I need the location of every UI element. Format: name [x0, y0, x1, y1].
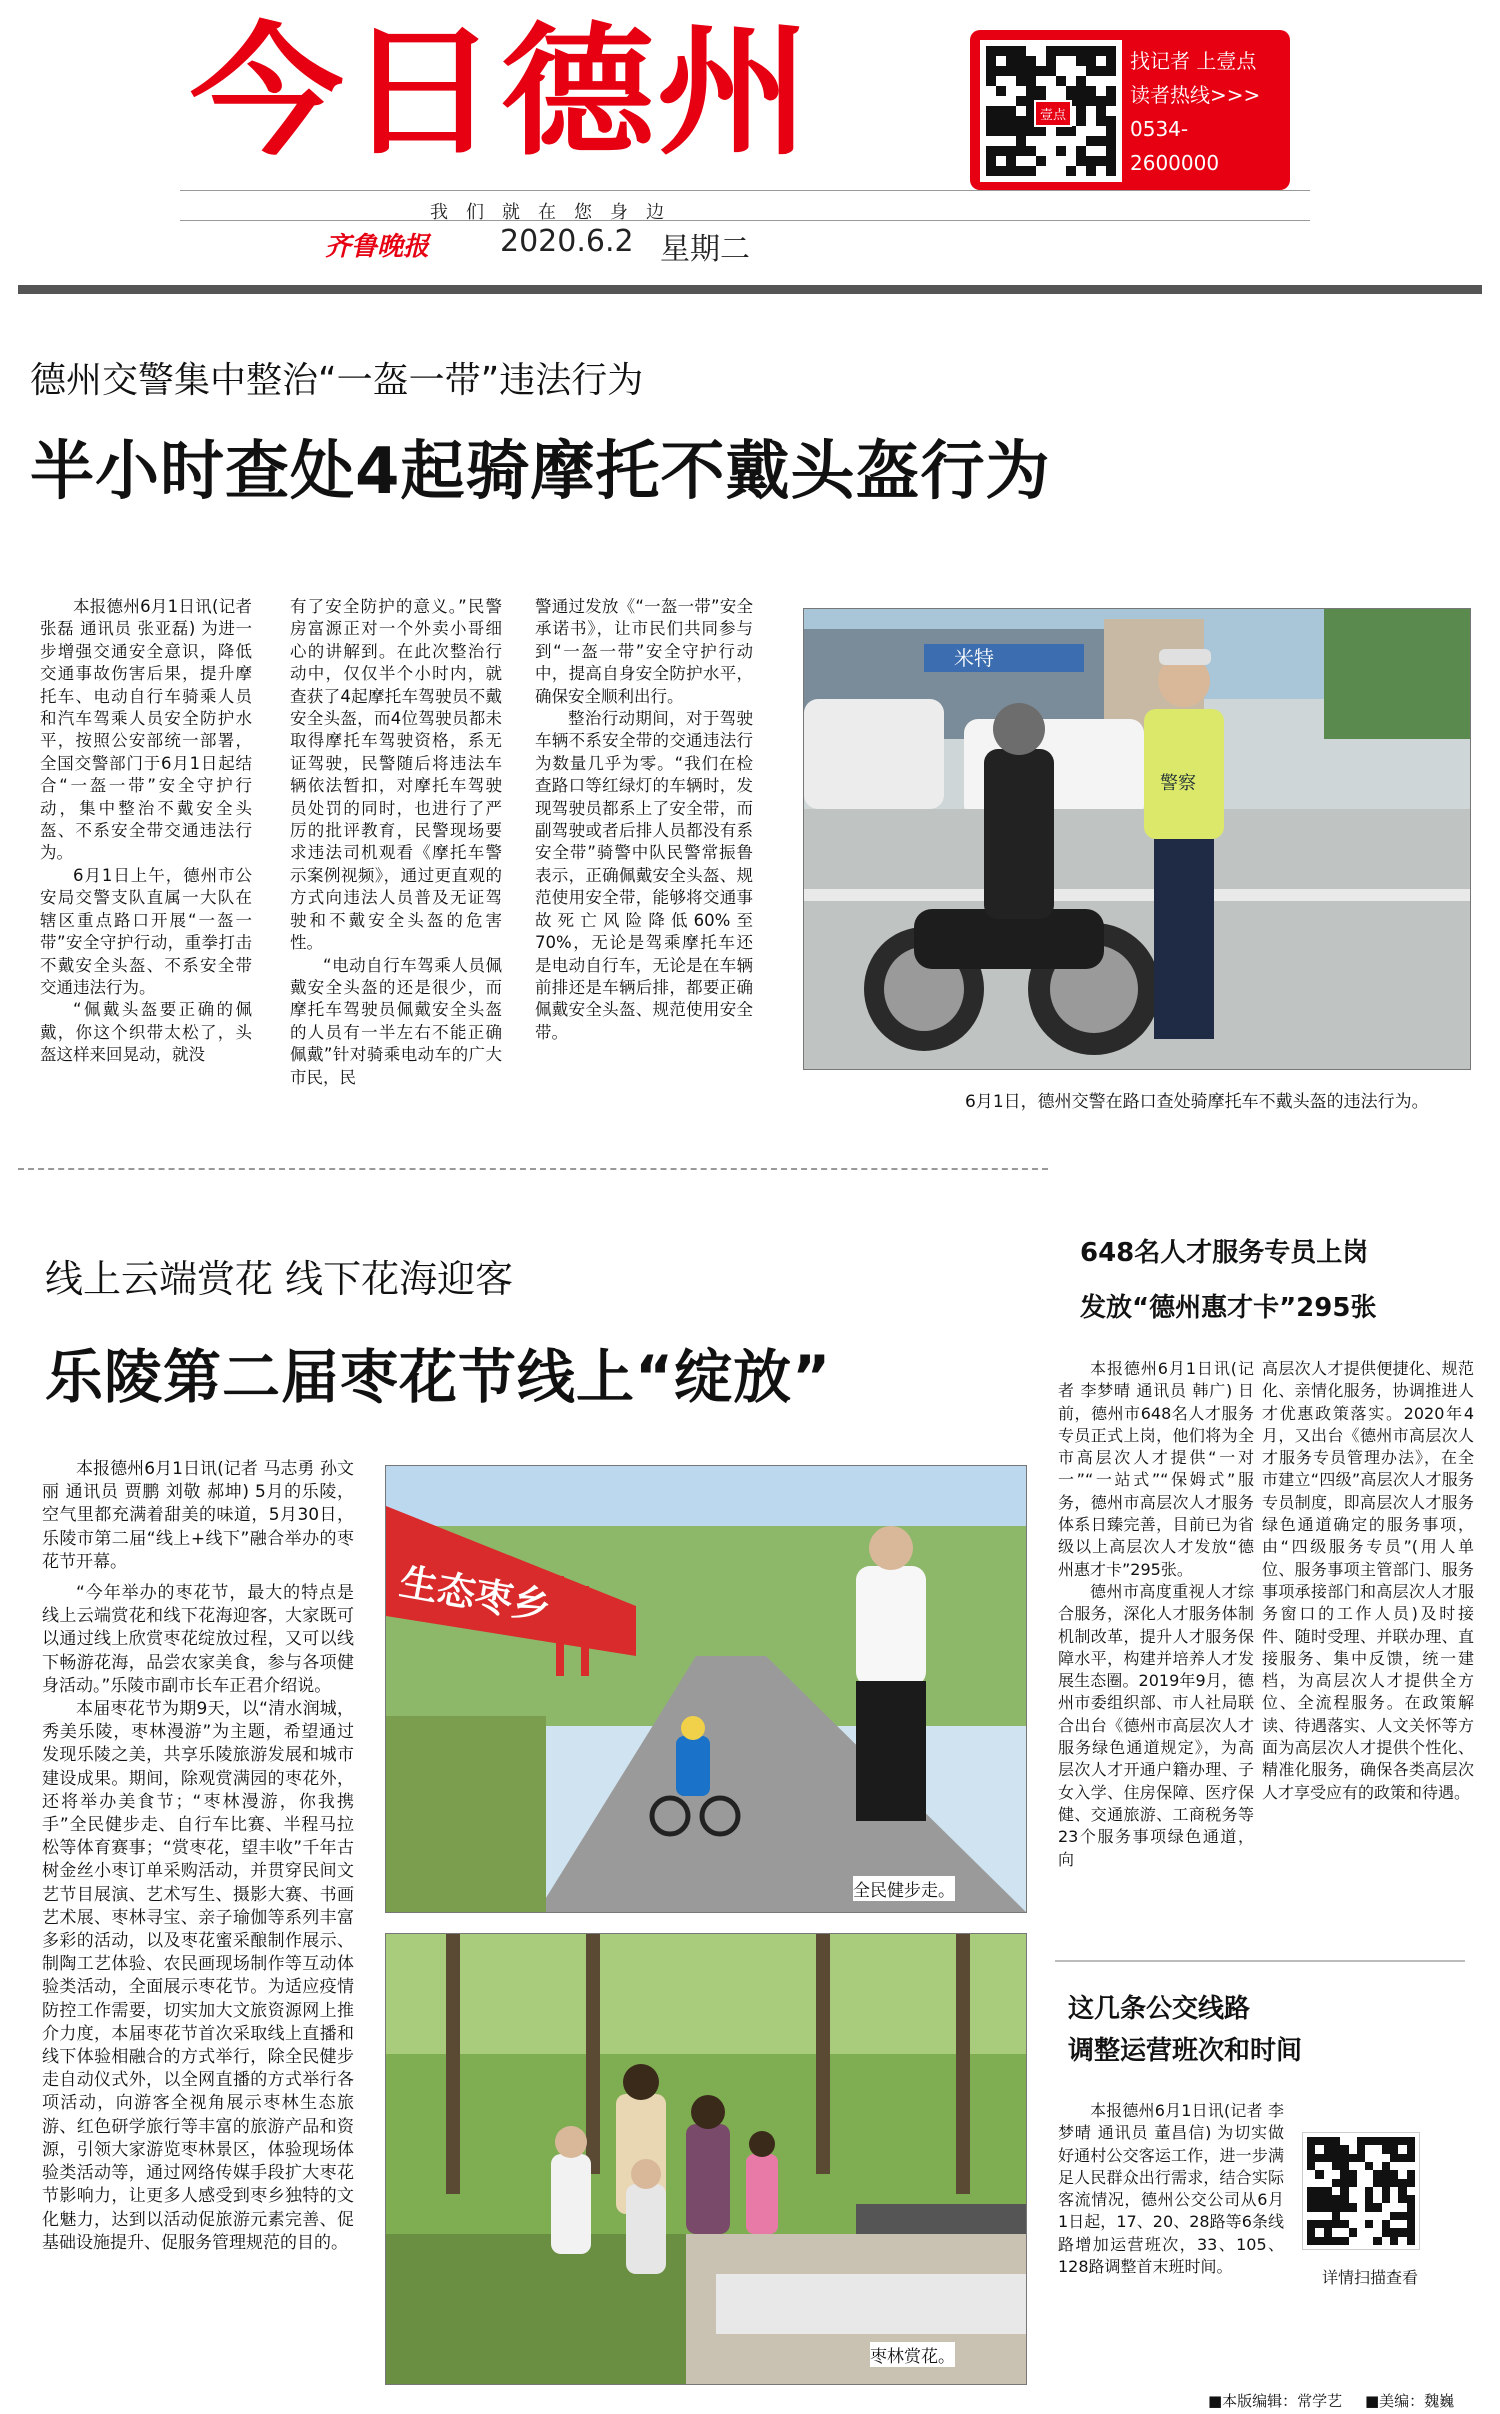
page-credits [1208, 2390, 1454, 2411]
article1-kicker: 德州交警集中整治“一盔一带”违法行为 [30, 360, 644, 401]
article2-photo-orchard-caption: 枣林赏花。 [870, 2342, 955, 2367]
issue-date: 2020.6.2 [500, 224, 634, 259]
article4-title-line1: 这几条公交线路 [1068, 1994, 1251, 2024]
article2-para2: “今年举办的枣花节，最大的特点是线上云端赏花和线下花海迎客，大家既可以通过线上欣赏枣花绽放过程，又可以线下畅游花海，品尝农家美食，参与各项健身活动。”乐陵市副市长车正君介绍说。 [42, 1583, 354, 1696]
article1-col1-para3: “佩戴头盔要正确的佩戴，你这个织带太松了，头盔这样来回晃动，就没 [40, 1000, 252, 1065]
editor-credit: ■本版编辑：常学艺 [1208, 2392, 1343, 2410]
article1-col1-para2: 6月1日上午，德州市公安局交警支队直属一大队在辖区重点路口开展“一盔一带”安全守护行动，重拳打击不戴安全头盔、不系安全带交通违法行为。 [40, 865, 252, 997]
traffic-police-photo [804, 609, 1471, 1070]
article1-col2-para1: 有了安全防护的意义。”民警房富源正对一个外卖小哥细心的讲解到。在此次整治行动中，仅仅半个小时内，就查获了4起摩托车驾驶员不戴安全头盔，而4位驾驶员都未取得摩托车驾驶资格，系无证驾驶，民警随后将违法车辆依法暂扣，对摩托车驾驶员处罚的同时，也进行了严厉的批评教育，民警现场要求违法司机观看《摩托车警示案例视频》，通过更直观的方式向违法人员普及无证驾驶和不戴安全头盔的危害性。 [290, 597, 502, 953]
section-divider [18, 1168, 1048, 1170]
article1-photo-caption: 6月1日，德州交警在路口查处骑摩托车不戴头盔的违法行为。 [965, 1092, 1429, 1112]
article1-col3-para1: 警通过发放《“一盔一带”安全承诺书》，让市民们共同参与到“一盔一带”安全守护行动中，提高自身安全防护水平，确保安全顺利出行。 [535, 597, 753, 706]
qr-badge: 壹点 [1034, 100, 1072, 127]
article2-body [42, 1458, 354, 2255]
masthead-rule-bottom [180, 220, 1310, 221]
article3-title-line1: 648名人才服务专员上岗 [1080, 1238, 1369, 1268]
article1-col3-para2: 整治行动期间，对于驾驶车辆不系安全带的交通违法行为数量几乎为零。“我们在检查路口等红绿灯的车辆时，发现驾驶员都系上了安全带，而副驾驶或者后排人员都没有系安全带”骑警中队民警常振鲁表示，正确佩戴安全头盔、规范使用安全带，能够将交通事故死亡风险降低60%至70%，无论是驾乘摩托车还是电动自行车，无论是在车辆前排还是车辆后排，都要正确佩戴安全头盔、规范使用安全带。 [535, 709, 753, 1042]
hotline-line1: 找记者 上壹点 [1130, 49, 1257, 73]
weekday: 星期二 [660, 232, 750, 267]
photo1-vest-text: 警察 [1160, 773, 1196, 794]
article1-headline: 半小时查处4起骑摩托不戴头盔行为 [30, 435, 1051, 509]
article1-col2-para2: “电动自行车驾乘人员佩戴安全头盔的还是很少，而摩托车驾驶员佩戴安全头盔的人员有一半左右不能正确佩戴”针对骑乘电动车的广大市民，民 [290, 955, 502, 1087]
article3-col1-para2: 德州市高度重视人才综合服务，深化人才服务体制机制改革，提升人才服务保障水平，构建并培养人才发展生态圈。2019年9月，德州市委组织部、市人社局联合出台《德州市高层次人才服务绿色通道规定》，为高层次人才开通户籍办理、子女入学、住房保障、医疗保健、交通旅游、工商税务等23个服务事项绿色通道，向 [1058, 1581, 1254, 1869]
article4-para1: 本报德州6月1日讯(记者 李梦晴 通讯员 董昌信) 为切实做好通村公交客运工作，进一步满足人民群众出行需求，结合实际客流情况，德州公交公司从6月1日起，17、20、28路等6条线路增加运营班次，33、105、128路调整首末班时间。 [1058, 2101, 1284, 2277]
article3-col1-para1: 本报德州6月1日讯(记者 李梦晴 通讯员 韩广) 日前，德州市648名人才服务专员正式上岗，他们将为全市高层次人才提供“一对一”“一站式”“保姆式”服务，德州市高层次人才服务体系日臻完善，目前已为省级以上高层次人才发放“德州惠才卡”295张。 [1058, 1359, 1254, 1579]
article3-column-1 [1058, 1358, 1254, 1871]
article4-body [1058, 2100, 1284, 2278]
designer-credit: ■美编：魏巍 [1364, 2392, 1455, 2410]
article3-col2-para1: 高层次人才提供便捷化、规范化、亲情化服务，协调推进人才优惠政策落实。2020年4月，又出台《德州市高层次人才服务专员管理办法》，在全市建立“四级”高层次人才服务专员制度，即高层次人才服务绿色通道确定的服务事项，由“四级服务专员”(用人单位、服务事项主管部门、服务事项承接部门和高层次人才服务窗口的工作人员)及时接件、随时受理、并联办理、直接服务、集中反馈，统一建档，为高层次人才提供全方位、全流程服务。在政策解读、待遇落实、人文关怀等方面为高层次人才提供个性化、精准化服务，确保各类高层次人才享受应有的政策和待遇。 [1262, 1359, 1474, 1802]
article2-headline: 乐陵第二届枣花节线上“绽放” [45, 1343, 832, 1411]
right-column-divider [1055, 1960, 1465, 1962]
photo1-sign-text: 米特 [954, 646, 994, 670]
article2-photo-walk-caption: 全民健步走。 [853, 1876, 955, 1901]
article2-para1: 本报德州6月1日讯(记者 马志勇 孙文丽 通讯员 贾鹏 刘敬 郝坤) 5月的乐陵，空气里都充满着甜美的味道，5月30日，乐陵市第二届“线上+线下”融合举办的枣花节开幕。 [42, 1459, 354, 1572]
article2-photo-orchard [385, 1933, 1027, 2385]
article3-column-2 [1262, 1358, 1474, 1804]
article1-column-2 [290, 596, 502, 1089]
hotline-number-2: 2600000 [1130, 151, 1220, 175]
masthead-qr-code[interactable] [980, 40, 1122, 182]
slogan: 我们就在您身边 [430, 202, 682, 223]
walking-event-photo [386, 1466, 1027, 1913]
article2-para3: 本届枣花节为期9天，以“清水润城，秀美乐陵，枣林漫游”为主题，希望通过发现乐陵之美，共享乐陵旅游发展和城市建设成果。期间，除观赏满园的枣花外，还将举办美食节；“枣林漫游，你我携手”全民健步走、自行车比赛、半程马拉松等体育赛事；“赏枣花，望丰收”千年古树金丝小枣订单采购活动，并贯穿民间文艺节目展演、艺术写生、摄影大赛、书画艺术展、枣林寻宝、亲子瑜伽等系列丰富多彩的活动，以及枣花蜜采酿制作展示、制陶工艺体验、农民画现场制作等互动体验类活动，全面展示枣花节。为适应疫情防控工作需要，切实加大文旅资源网上推介力度，本届枣花节首次采取线上直播和线下体验相融合的方式举行，除全民健步走自动仪式外，以全网直播的方式举行各项活动，向游客全视角展示枣林生态旅游、红色研学旅行等丰富的旅游产品和资源，引领大家游览枣林景区，体验现场体验类活动等，通过网络传媒手段扩大枣花节影响力，让更多人感受到枣乡独特的文化魅力，达到以活动促旅游元素完善、促基础设施提升、促服务管理规范的目的。 [42, 1699, 354, 2253]
photo2-banner-text: 生态枣乡 [396, 1559, 554, 1630]
article2-kicker: 线上云端赏花 线下花海迎客 [45, 1257, 514, 1301]
article2-photo-walk [385, 1465, 1027, 1913]
jujube-orchard-photo [386, 1934, 1027, 2385]
hotline-text [1130, 44, 1260, 180]
masthead-title: 今日德州 [190, 10, 813, 175]
article1-photo [803, 608, 1471, 1070]
article1-column-3 [535, 596, 753, 1044]
hotline-number-1: 0534- [1130, 117, 1189, 141]
qr-caption: 详情扫描查看 [1322, 2268, 1419, 2287]
article3-title-line2: 发放“德州惠才卡”295张 [1080, 1293, 1377, 1323]
article4-qr-code[interactable] [1302, 2132, 1420, 2250]
masthead-rule-top [180, 190, 1310, 191]
top-rule [18, 285, 1482, 294]
article4-title-line2: 调整运营班次和时间 [1068, 2036, 1303, 2066]
paper-name: 齐鲁晚报 [325, 232, 430, 262]
article1-col1-para1: 本报德州6月1日讯(记者 张磊 通讯员 张亚磊) 为进一步增强交通安全意识，降低交通事故伤害后果，提升摩托车、电动自行车骑乘人员和汽车驾乘人员安全防护水平，按照公安部统一部署，全国交警部门于6月1日起结合“一盔一带”安全守护行动，集中整治不戴安全头盔、不系安全带交通违法行为。 [40, 597, 252, 863]
qr-pattern [1307, 2137, 1415, 2245]
hotline-line2: 读者热线>>> [1130, 83, 1261, 107]
article1-column-1 [40, 596, 252, 1067]
